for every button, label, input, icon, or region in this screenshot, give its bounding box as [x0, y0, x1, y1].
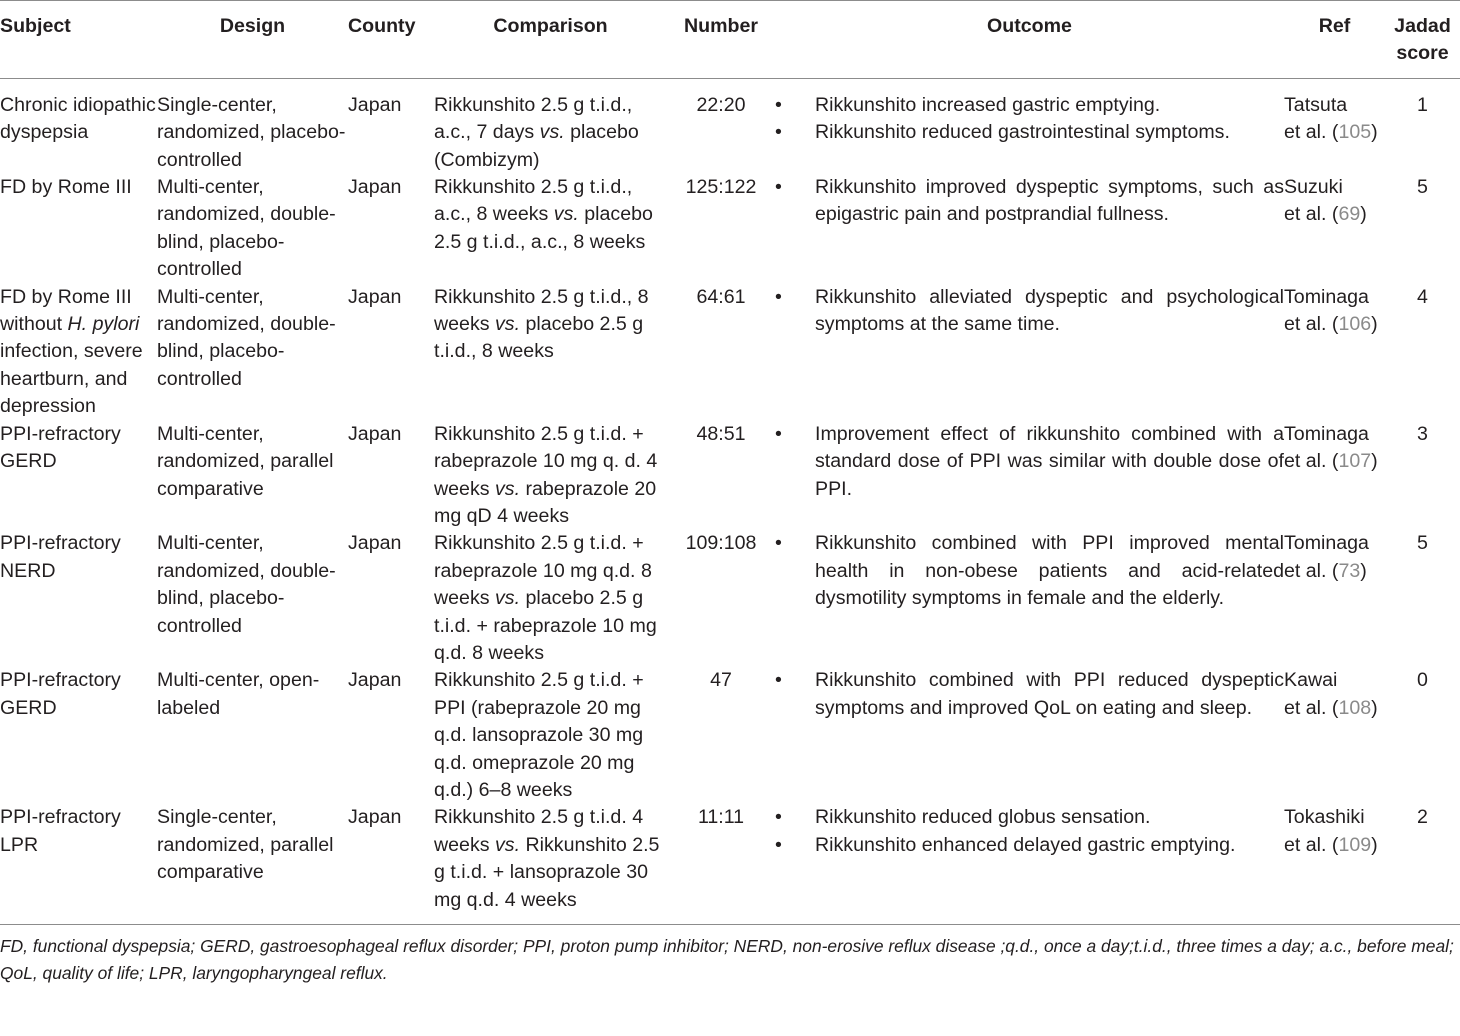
cell-comparison: Rikkunshito 2.5 g t.i.d. + rabeprazole 10 mg q.d. 8 weeks vs. placebo 2.5 g t.i.d. + rabeprazole 10 mg q.d. 8 weeks [434, 532, 657, 664]
bullet-icon: • [775, 669, 782, 692]
outcome-item [775, 284, 1284, 339]
cell-county: Japan [348, 532, 402, 555]
cell-comparison: Rikkunshito 2.5 g t.i.d., a.c., 8 weeks vs. placebo 2.5 g t.i.d., a.c., 8 weeks [434, 176, 653, 253]
cell-design: Multi-center, randomized, parallel comparative [157, 422, 334, 500]
cell-design: Single-center, randomized, placebo-controlled [157, 93, 346, 171]
ref-etal: et al. [1284, 696, 1327, 719]
cell-jadad: 5 [1417, 532, 1428, 555]
cell-outcome [775, 667, 1284, 804]
cell-county: Japan [348, 176, 402, 199]
ref-author: Suzuki [1284, 176, 1343, 199]
ref-etal: et al. [1284, 559, 1327, 582]
ref-number-link[interactable]: 69 [1338, 203, 1361, 226]
ref-author: Kawai [1284, 669, 1338, 692]
table-row [0, 174, 1460, 284]
ref-number-link[interactable]: 108 [1338, 696, 1372, 719]
header-ref: Ref [1284, 1, 1385, 79]
cell-number: 22:20 [696, 93, 746, 116]
ref-author: Tatsuta [1284, 93, 1348, 116]
bullet-icon: • [775, 806, 782, 829]
cell-comparison: Rikkunshito 2.5 g t.i.d., 8 weeks vs. placebo 2.5 g t.i.d., 8 weeks [434, 285, 649, 363]
cell-subject: FD by Rome III [0, 176, 132, 199]
table-row [0, 667, 1460, 804]
table-row [0, 804, 1460, 924]
ref-number-link[interactable]: 73 [1338, 559, 1361, 582]
cell-county: Japan [348, 669, 402, 692]
cell-outcome [775, 421, 1284, 531]
header-comparison: Comparison [434, 1, 667, 79]
cell-subject: PPI-refractory LPR [0, 804, 157, 924]
header-county: County [348, 1, 434, 79]
bullet-icon: • [775, 93, 782, 116]
outcome-text: Rikkunshito combined with PPI improved mental health in non-obese patients and acid-related dysmotility symptoms in female and the elderly. [815, 532, 1284, 610]
outcome-item [775, 832, 1284, 859]
ref-etal: et al. [1284, 313, 1327, 336]
outcome-item [775, 804, 1284, 831]
cell-county: Japan [348, 93, 402, 116]
cell-number: 64:61 [696, 285, 746, 308]
cell-design: Multi-center, randomized, double-blind, placebo-controlled [157, 285, 336, 390]
outcome-text: Rikkunshito reduced globus sensation. [815, 806, 1151, 829]
cell-jadad: 4 [1417, 285, 1428, 308]
outcome-text: Rikkunshito combined with PPI reduced dyspeptic symptoms and improved QoL on eating and sleep. [815, 669, 1284, 719]
cell-number: 109:108 [685, 532, 757, 555]
cell-comparison: Rikkunshito 2.5 g t.i.d. + PPI (rabeprazole 20 mg q.d. lansoprazole 30 mg q.d. omeprazole 20 mg q.d.) 6–8 weeks [434, 669, 644, 801]
cell-outcome [775, 530, 1284, 667]
cell-design: Multi-center, randomized, double-blind, placebo-controlled [157, 532, 336, 637]
outcome-text: Rikkunshito enhanced delayed gastric emptying. [815, 833, 1236, 856]
bullet-icon: • [775, 532, 782, 555]
cell-subject: PPI-refractory GERD [0, 669, 121, 719]
ref-number-link[interactable]: 105 [1338, 121, 1372, 144]
outcome-item [775, 119, 1284, 146]
cell-jadad: 1 [1417, 93, 1428, 116]
table-row [0, 78, 1460, 174]
outcome-list [775, 284, 1284, 339]
outcome-item [775, 421, 1284, 503]
cell-outcome [775, 804, 1284, 924]
header-subject: Subject [0, 1, 157, 79]
cell-subject: PPI-refractory GERD [0, 422, 121, 473]
cell-comparison: Rikkunshito 2.5 g t.i.d. + rabeprazole 10 mg q. d. 4 weeks vs. rabeprazole 20 mg qD 4 weeks [434, 422, 658, 527]
cell-number: 47 [710, 669, 732, 692]
table-row [0, 284, 1460, 421]
cell-number: 11:11 [667, 804, 775, 924]
outcome-list [775, 804, 1284, 859]
ref-author: Tominaga [1284, 532, 1369, 555]
ref-etal: et al. [1284, 121, 1327, 144]
cell-comparison: Rikkunshito 2.5 g t.i.d., a.c., 7 days vs. placebo (Combizym) [434, 93, 639, 171]
cell-jadad: 0 [1417, 669, 1428, 692]
table-row [0, 421, 1460, 531]
cell-ref: Suzuki et al. (69) [1284, 176, 1367, 226]
cell-ref: Tominaga et al. (106) [1284, 285, 1378, 336]
ref-etal: et al. [1284, 203, 1327, 226]
header-jadad: Jadad score [1385, 1, 1460, 79]
outcome-text: Rikkunshito alleviated dyspeptic and psychological symptoms at the same time. [815, 285, 1284, 336]
cell-number: 125:122 [685, 176, 757, 199]
outcome-list [775, 530, 1284, 612]
outcome-list [775, 421, 1284, 503]
outcome-text: Improvement effect of rikkunshito combined with a standard dose of PPI was similar with double dose of PPI. [815, 422, 1284, 500]
ref-author: Tokashiki [1284, 806, 1365, 829]
outcome-list [775, 174, 1284, 229]
ref-number-link[interactable]: 107 [1338, 450, 1372, 473]
cell-county: Japan [348, 422, 402, 445]
ref-author: Tominaga [1284, 285, 1369, 308]
cell-subject: Chronic idiopathic dyspepsia [0, 93, 156, 144]
cell-jadad: 2 [1385, 804, 1460, 924]
cell-jadad: 5 [1417, 176, 1428, 199]
outcome-item [775, 92, 1284, 119]
cell-ref: Tominaga et al. (73) [1284, 532, 1369, 582]
cell-ref: Tominaga et al. (107) [1284, 422, 1378, 473]
outcome-text: Rikkunshito reduced gastrointestinal symptoms. [815, 121, 1230, 144]
cell-number: 48:51 [696, 422, 746, 445]
outcome-item [775, 174, 1284, 229]
cell-design: Multi-center, randomized, double-blind, placebo-controlled [157, 176, 336, 281]
outcome-item [775, 667, 1284, 722]
cell-subject: FD by Rome III without H. pylori infection, severe heartburn, and depression [0, 285, 143, 418]
cell-subject: PPI-refractory NERD [0, 532, 121, 582]
cell-outcome [775, 284, 1284, 421]
cell-ref: Tatsuta et al. (105) [1284, 93, 1378, 144]
cell-jadad: 3 [1417, 422, 1428, 445]
cell-ref: Tokashiki et al. (109) [1284, 804, 1385, 924]
header-row [0, 1, 1460, 79]
outcome-text: Rikkunshito improved dyspeptic symptoms, such as epigastric pain and postprandial fullness. [815, 176, 1284, 226]
ref-author: Tominaga [1284, 422, 1369, 445]
outcome-list [775, 667, 1284, 722]
cell-design: Single-center, randomized, parallel comparative [157, 804, 348, 924]
ref-number-link[interactable]: 106 [1338, 313, 1372, 336]
cell-outcome [775, 78, 1284, 174]
outcome-item [775, 530, 1284, 612]
header-design: Design [157, 1, 348, 79]
table-footnote: FD, functional dyspepsia; GERD, gastroesophageal reflux disorder; PPI, proton pump inhibitor; NERD, non-erosive reflux disease ;q.d., once a day;t.i.d., three times a day; a.c., before meal; QoL, quality of life; LPR, laryngopharyngeal reflux. [0, 936, 1454, 983]
cell-comparison: Rikkunshito 2.5 g t.i.d. 4 weeks vs. Rikkunshito 2.5 g t.i.d. + lansoprazole 30 mg q.d. 4 weeks [434, 804, 667, 924]
table-row [0, 530, 1460, 667]
table-body [0, 78, 1460, 924]
bullet-icon: • [775, 285, 782, 308]
ref-number-link[interactable]: 109 [1338, 833, 1372, 856]
cell-ref: Kawai et al. (108) [1284, 669, 1378, 719]
outcome-text: Rikkunshito increased gastric emptying. [815, 93, 1161, 116]
bullet-icon: • [775, 121, 782, 144]
ref-etal: et al. [1284, 450, 1327, 473]
cell-outcome [775, 174, 1284, 284]
outcome-list [775, 92, 1284, 147]
ref-etal: et al. [1284, 833, 1327, 856]
bullet-icon: • [775, 422, 782, 445]
cell-county: Japan [348, 804, 434, 924]
cell-design: Multi-center, open-labeled [157, 669, 320, 719]
bullet-icon: • [775, 833, 782, 856]
header-number: Number [667, 1, 775, 79]
bullet-icon: • [775, 176, 782, 199]
header-outcome: Outcome [775, 1, 1284, 79]
cell-county: Japan [348, 285, 402, 308]
